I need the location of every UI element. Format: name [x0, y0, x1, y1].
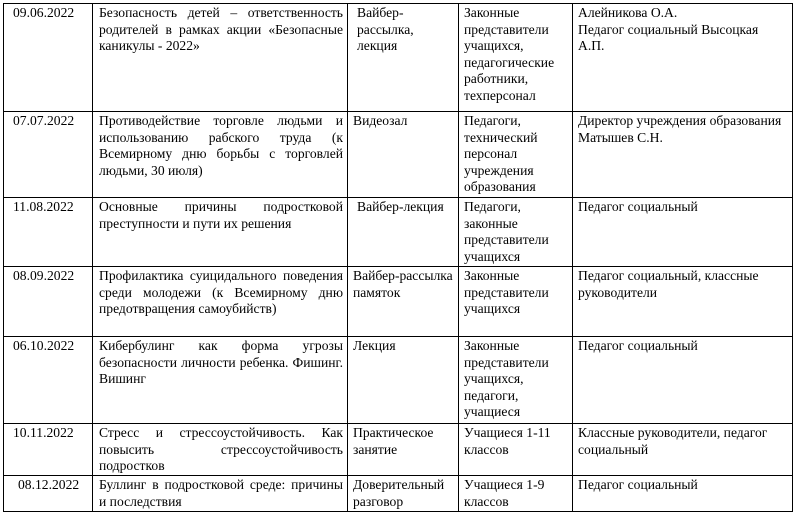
table-row — [4, 198, 793, 267]
responsible-cell: Педагог социальный — [573, 198, 793, 267]
responsible-cell: Педагог социальный — [573, 337, 793, 424]
audience-cell: Педагоги, законные представители учащихся — [459, 198, 573, 267]
table-row — [4, 424, 793, 476]
date-cell: 08.12.2022 — [4, 476, 93, 512]
responsible-cell: Директор учреждения образования Матышев С.Н. — [573, 112, 793, 198]
topic-cell: Буллинг в подростковой среде: причины и последствия — [93, 476, 348, 512]
events-table — [3, 3, 793, 512]
table-row — [4, 476, 793, 512]
table-row — [4, 267, 793, 337]
responsible-cell: Педагог социальный — [573, 476, 793, 512]
topic-cell: Противодействие торговле людьми и использованию рабского труда (к Всемирному дню борьбы с торговлей людьми, 30 июля) — [93, 112, 348, 198]
date-cell: 10.11.2022 — [4, 424, 93, 476]
topic-cell: Стресс и стрессоустойчивость. Как повысить стрессоустойчивость подростков — [93, 424, 348, 476]
responsible-cell: Алейникова О.А. Педагог социальный Высоцкая А.П. — [573, 4, 793, 112]
table-row — [4, 337, 793, 424]
date-cell: 06.10.2022 — [4, 337, 93, 424]
date-cell: 08.09.2022 — [4, 267, 93, 337]
form-cell: Вайбер-рассылка, лекция — [348, 4, 459, 112]
audience-cell: Законные представители учащихся, педагоги, учащиеся — [459, 337, 573, 424]
date-cell: 07.07.2022 — [4, 112, 93, 198]
table-row — [4, 112, 793, 198]
audience-cell: Законные представители учащихся — [459, 267, 573, 337]
audience-cell: Учащиеся 1-9 классов — [459, 476, 573, 512]
form-cell: Доверительный разговор — [348, 476, 459, 512]
form-cell: Практическое занятие — [348, 424, 459, 476]
audience-cell: Учащиеся 1-11 классов — [459, 424, 573, 476]
audience-cell: Педагоги, технический персонал учреждения образования — [459, 112, 573, 198]
date-cell: 09.06.2022 — [4, 4, 93, 112]
table-row — [4, 4, 793, 112]
topic-cell: Кибербулинг как форма угрозы безопасности личности ребенка. Фишинг. Вишинг — [93, 337, 348, 424]
form-cell: Вайбер-рассылка памяток — [348, 267, 459, 337]
topic-cell: Основные причины подростковой преступности и пути их решения — [93, 198, 348, 267]
form-cell: Лекция — [348, 337, 459, 424]
audience-cell: Законные представители учащихся, педагогические работники, техперсонал — [459, 4, 573, 112]
date-cell: 11.08.2022 — [4, 198, 93, 267]
form-cell: Вайбер-лекция — [348, 198, 459, 267]
responsible-cell: Педагог социальный, классные руководители — [573, 267, 793, 337]
form-cell: Видеозал — [348, 112, 459, 198]
topic-cell: Профилактика суицидального поведения среди молодежи (к Всемирному дню предотвращения самоубийств) — [93, 267, 348, 337]
topic-cell: Безопасность детей – ответственность родителей в рамках акции «Безопасные каникулы - 2022» — [93, 4, 348, 112]
responsible-cell: Классные руководители, педагог социальный — [573, 424, 793, 476]
